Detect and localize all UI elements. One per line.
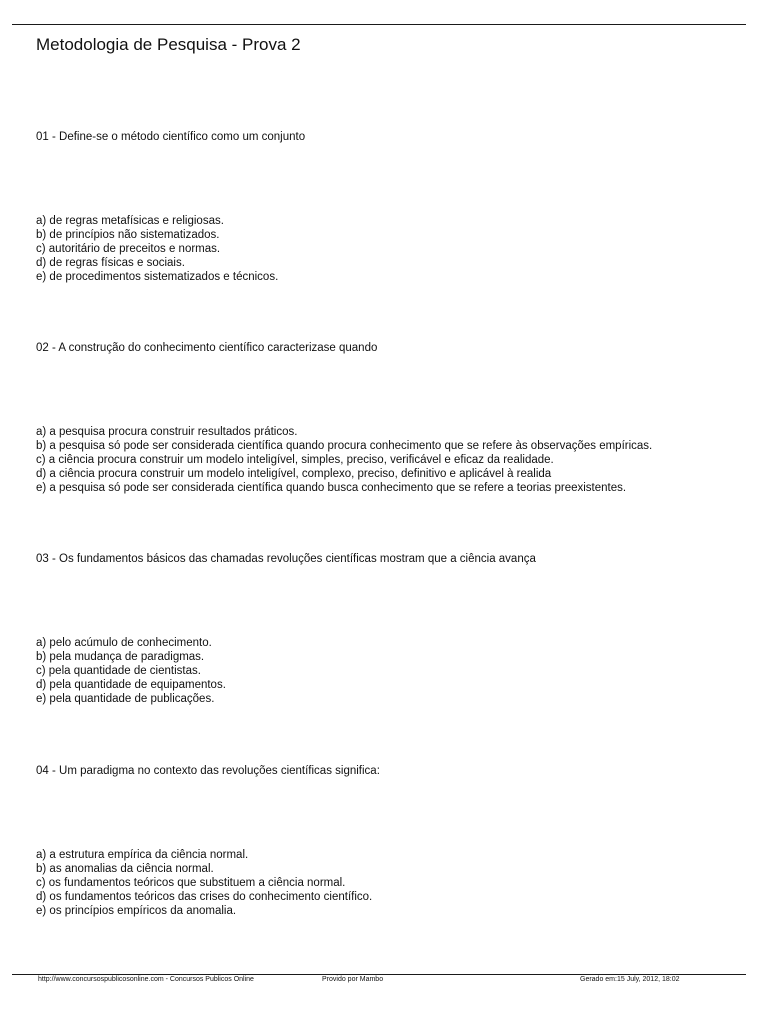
question-1: [36, 130, 746, 283]
footer-generated-date: Gerado em:15 July, 2012, 18:02: [580, 976, 680, 983]
option-e: e) os princípios empíricos da anomalia.: [36, 905, 237, 917]
option-e: e) a pesquisa só pode ser considerada científica quando busca conhecimento que se refere a teorias preexistentes.: [36, 482, 627, 494]
header-rule: [12, 24, 746, 25]
option-a: a) de regras metafísicas e religiosas.: [36, 215, 224, 227]
option-e: e) de procedimentos sistematizados e técnicos.: [36, 271, 279, 283]
option-d: d) pela quantidade de equipamentos.: [36, 679, 226, 691]
question-3: [36, 552, 746, 705]
options-list: [36, 425, 652, 495]
option-e: e) pela quantidade de publicações.: [36, 693, 215, 705]
footer-provider: Provido por Mambo: [322, 976, 384, 983]
options-list: [36, 848, 372, 918]
option-a: a) a pesquisa procura construir resultados práticos.: [36, 426, 298, 438]
question-text: 02 - A construção do conhecimento científico caracterizase quando: [36, 342, 378, 354]
question-text: 01 - Define-se o método científico como um conjunto: [36, 131, 306, 143]
option-b: b) de princípios não sistematizados.: [36, 229, 220, 241]
question-2: [36, 341, 746, 494]
footer-source-link[interactable]: http://www.concursospublicosonline.com - Concursos Publicos Online: [38, 976, 254, 983]
question-text: 03 - Os fundamentos básicos das chamadas revoluções científicas mostram que a ciência avança: [36, 553, 536, 565]
option-d: d) de regras físicas e sociais.: [36, 257, 185, 269]
option-d: d) os fundamentos teóricos das crises do conhecimento científico.: [36, 891, 373, 903]
option-c: c) pela quantidade de cientistas.: [36, 665, 201, 677]
options-list: [36, 214, 278, 284]
option-a: a) pelo acúmulo de conhecimento.: [36, 637, 212, 649]
question-text: 04 - Um paradigma no contexto das revoluções científicas significa:: [36, 765, 380, 777]
page-title: Metodologia de Pesquisa - Prova 2: [36, 35, 301, 54]
option-c: c) os fundamentos teóricos que substituem a ciência normal.: [36, 877, 346, 889]
question-4: [36, 764, 746, 917]
option-d: d) a ciência procura construir um modelo inteligível, complexo, preciso, definitivo e aplicável à realida: [36, 468, 552, 480]
option-b: b) as anomalias da ciência normal.: [36, 863, 214, 875]
option-a: a) a estrutura empírica da ciência normal.: [36, 849, 249, 861]
option-c: c) a ciência procura construir um modelo inteligível, simples, preciso, verificável e eficaz da realidade.: [36, 454, 554, 466]
option-c: c) autoritário de preceitos e normas.: [36, 243, 221, 255]
option-b: b) pela mudança de paradigmas.: [36, 651, 205, 663]
option-b: b) a pesquisa só pode ser considerada científica quando procura conhecimento que se refere às observações empíricas.: [36, 440, 653, 452]
options-list: [36, 636, 226, 706]
